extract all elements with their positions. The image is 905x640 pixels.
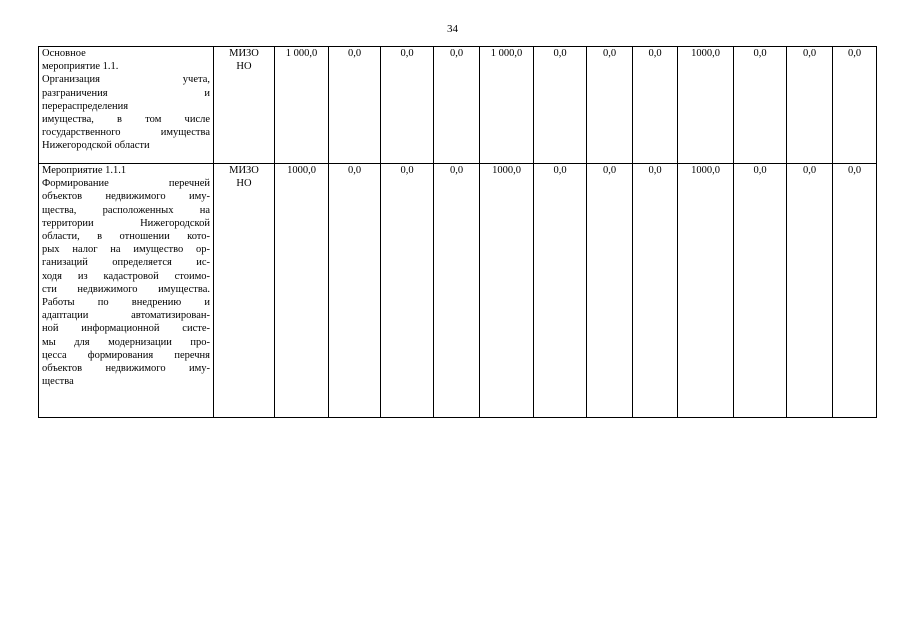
value-cell: 1000,0 xyxy=(480,164,534,418)
activity-name-line: Работы по внедрению и xyxy=(42,297,210,309)
activity-name-line: имущества, в том числе xyxy=(42,114,210,126)
value-cell: 1000,0 xyxy=(678,164,734,418)
activity-name-line: разграничения и xyxy=(42,87,210,99)
activity-name-line: ганизаций определяется ис- xyxy=(42,257,210,269)
page-number: 34 xyxy=(447,23,458,35)
activity-name-line: мы для модернизации про- xyxy=(42,336,210,348)
value-cell: 0,0 xyxy=(434,47,480,164)
value-cell: 0,0 xyxy=(587,47,633,164)
activity-name-line: щества xyxy=(42,376,74,388)
activity-name-line: рых налог на имущество ор- xyxy=(42,244,210,256)
executor-line: НО xyxy=(236,61,252,73)
activity-name-line: адаптации автоматизирован- xyxy=(42,310,210,322)
activity-name-line: Организация учета, xyxy=(42,74,210,86)
value-cell: 0,0 xyxy=(587,164,633,418)
value-cell: 0,0 xyxy=(633,47,678,164)
value-cell: 0,0 xyxy=(381,47,434,164)
value-cell: 0,0 xyxy=(329,47,381,164)
value-cell: 1000,0 xyxy=(678,47,734,164)
activity-name-line: Основное xyxy=(42,48,86,59)
executor-line: МИЗО xyxy=(229,48,259,59)
activity-name-line: объектов недвижимого иму- xyxy=(42,191,210,203)
value-cell: 0,0 xyxy=(633,164,678,418)
activity-name-cell xyxy=(39,47,214,164)
executor-cell xyxy=(214,47,275,164)
value-cell: 0,0 xyxy=(329,164,381,418)
activity-name-line: щества, расположенных на xyxy=(42,204,210,216)
value-cell: 0,0 xyxy=(787,47,833,164)
value-cell: 0,0 xyxy=(833,47,877,164)
activity-name-line: Мероприятие 1.1.1 xyxy=(42,165,127,176)
value-cell: 1000,0 xyxy=(275,164,329,418)
value-cell: 0,0 xyxy=(734,47,787,164)
activity-name-cell xyxy=(39,164,214,418)
activity-name-line: Нижегородской области xyxy=(42,140,150,152)
executor-line: НО xyxy=(236,178,252,190)
activity-name-line: ной информационной систе- xyxy=(42,323,210,335)
activity-name-line: сти недвижимого имущества. xyxy=(42,283,210,295)
value-cell: 0,0 xyxy=(734,164,787,418)
activity-name-line: области, в отношении кото- xyxy=(42,231,210,243)
value-cell: 0,0 xyxy=(434,164,480,418)
activity-name-line: мероприятие 1.1. xyxy=(42,61,119,73)
value-cell: 0,0 xyxy=(833,164,877,418)
activity-name-line: ходя из кадастровой стоимо- xyxy=(42,270,210,282)
activity-name-line: объектов недвижимого иму- xyxy=(42,363,210,375)
value-cell: 1 000,0 xyxy=(480,47,534,164)
budget-table xyxy=(38,46,877,418)
table-row xyxy=(39,164,877,418)
value-cell: 0,0 xyxy=(534,47,587,164)
executor-cell xyxy=(214,164,275,418)
value-cell: 1 000,0 xyxy=(275,47,329,164)
activity-name-line: перераспределения xyxy=(42,100,129,112)
table-row xyxy=(39,47,877,164)
activity-name-line: территории Нижегородской xyxy=(42,217,210,229)
value-cell: 0,0 xyxy=(381,164,434,418)
activity-name-line: государственного имущества xyxy=(42,127,210,139)
activity-name-line: Формирование перечней xyxy=(42,178,210,190)
activity-name-line: цесса формирования перечня xyxy=(42,349,210,361)
value-cell: 0,0 xyxy=(534,164,587,418)
value-cell: 0,0 xyxy=(787,164,833,418)
executor-line: МИЗО xyxy=(229,165,259,176)
